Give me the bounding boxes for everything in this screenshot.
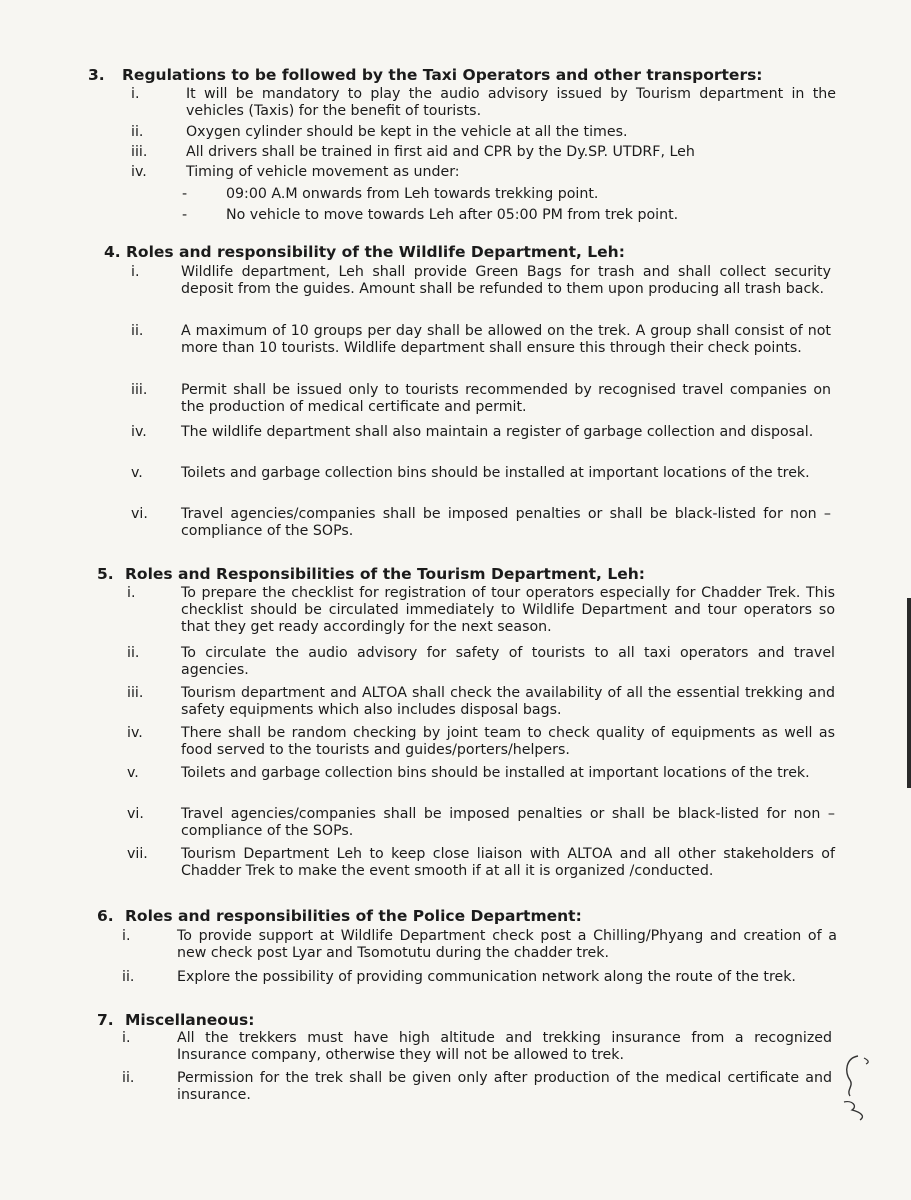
sub-item-text: No vehicle to move towards Leh after 05:00 PM from trek point. xyxy=(226,207,679,223)
item-text: The wildlife department shall also maintain a register of garbage collection and disposal. xyxy=(181,424,814,440)
item-number: v. xyxy=(131,465,143,481)
section-number: 6. xyxy=(97,907,114,925)
item-number: ii. xyxy=(122,1070,135,1086)
item-number: i. xyxy=(122,1030,131,1046)
item-text: Timing of vehicle movement as under: xyxy=(186,164,460,180)
item-text: All drivers shall be trained in first aid and CPR by the Dy.SP. UTDRF, Leh xyxy=(186,144,695,160)
item-text: To circulate the audio advisory for safety of tourists to all taxi operators and travel agencies. xyxy=(181,645,835,678)
item-text: All the trekkers must have high altitude and trekking insurance from a recognized Insurance company, otherwise they will not be allowed to trek. xyxy=(177,1030,832,1063)
item-text: Toilets and garbage collection bins should be installed at important locations of the trek. xyxy=(181,765,810,781)
item-number: iv. xyxy=(127,725,143,741)
section-heading xyxy=(97,907,582,925)
item-number: i. xyxy=(127,585,136,601)
section-heading xyxy=(88,66,763,84)
item-text: Travel agencies/companies shall be imposed penalties or shall be black-listed for non – compliance of the SOPs. xyxy=(181,806,835,839)
section-title: Miscellaneous: xyxy=(125,1011,255,1029)
item-number: ii. xyxy=(127,645,140,661)
section-title: Regulations to be followed by the Taxi Operators and other transporters: xyxy=(122,66,763,84)
item-number: i. xyxy=(122,928,131,944)
item-number: iv. xyxy=(131,164,147,180)
section-heading xyxy=(97,1011,254,1029)
section-title: Roles and responsibilities of the Police Department: xyxy=(125,907,582,925)
section-heading xyxy=(104,243,625,261)
sub-item xyxy=(182,186,598,203)
item-text: Oxygen cylinder should be kept in the vehicle at all the times. xyxy=(186,124,628,140)
section-number: 3. xyxy=(88,66,105,84)
item-text: To prepare the checklist for registration of tour operators especially for Chadder Trek. This checklist should be circulated immediately to Wildlife Department and tour operators so that they get ready accordingly for the next season. xyxy=(181,585,835,635)
item-text: Permission for the trek shall be given only after production of the medical certificate and insurance. xyxy=(177,1070,832,1103)
item-text: Explore the possibility of providing communication network along the route of the trek. xyxy=(177,969,796,985)
item-text: Travel agencies/companies shall be imposed penalties or shall be black-listed for non – compliance of the SOPs. xyxy=(181,506,831,539)
item-number: vii. xyxy=(127,846,148,862)
item-text: Wildlife department, Leh shall provide Green Bags for trash and shall collect security deposit from the guides. Amount shall be refunded to them upon producing all trash back. xyxy=(181,264,831,297)
item-text: Tourism department and ALTOA shall check the availability of all the essential trekking and safety equipments which also includes disposal bags. xyxy=(181,685,835,718)
item-number: iii. xyxy=(127,685,144,701)
scan-edge-shadow xyxy=(907,598,911,788)
item-number: vi. xyxy=(127,806,144,822)
dash-bullet: - xyxy=(182,207,188,223)
section-number: 7. xyxy=(97,1011,114,1029)
item-text: There shall be random checking by joint team to check quality of equipments as well as food served to the tourists and guides/porters/helpers. xyxy=(181,725,835,758)
item-number: i. xyxy=(131,264,140,280)
item-number: ii. xyxy=(131,323,144,339)
handwritten-initials xyxy=(836,1050,876,1130)
item-number: iii. xyxy=(131,382,148,398)
dash-bullet: - xyxy=(182,186,188,202)
item-text: Permit shall be issued only to tourists recommended by recognised travel companies on the production of medical certificate and permit. xyxy=(181,382,831,415)
section-title: Roles and responsibility of the Wildlife Department, Leh: xyxy=(126,243,625,261)
item-text: It will be mandatory to play the audio advisory issued by Tourism department in the vehicles (Taxis) for the benefit of tourists. xyxy=(186,86,836,119)
item-number: iv. xyxy=(131,424,147,440)
item-number: iii. xyxy=(131,144,148,160)
item-number: i. xyxy=(131,86,140,102)
item-number: v. xyxy=(127,765,139,781)
section-number: 5. xyxy=(97,565,114,583)
section-number: 4. xyxy=(104,243,121,261)
item-text: To provide support at Wildlife Department check post a Chilling/Phyang and creation of a new check post Lyar and Tsomotutu during the chadder trek. xyxy=(177,928,837,961)
item-number: ii. xyxy=(131,124,144,140)
section-title: Roles and Responsibilities of the Tourism Department, Leh: xyxy=(125,565,645,583)
sub-item-text: 09:00 A.M onwards from Leh towards trekking point. xyxy=(226,186,599,202)
item-number: vi. xyxy=(131,506,148,522)
sub-item xyxy=(182,207,678,224)
item-text: Toilets and garbage collection bins should be installed at important locations of the trek. xyxy=(181,465,810,481)
item-text: A maximum of 10 groups per day shall be allowed on the trek. A group shall consist of not more than 10 tourists. Wildlife department shall ensure this through their check points. xyxy=(181,323,831,356)
item-text: Tourism Department Leh to keep close liaison with ALTOA and all other stakeholders of Chadder Trek to make the event smooth if at all it is organized /conducted. xyxy=(181,846,835,879)
section-heading xyxy=(97,565,645,583)
item-number: ii. xyxy=(122,969,135,985)
